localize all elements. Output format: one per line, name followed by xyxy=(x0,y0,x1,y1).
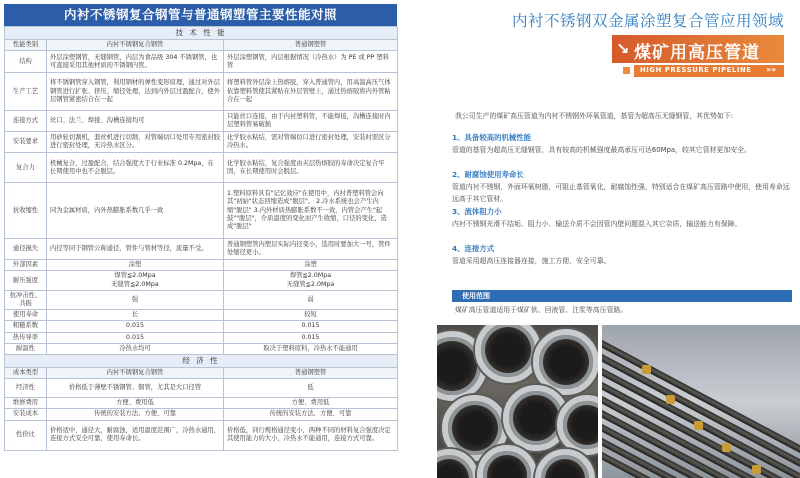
row-cat: 连接方式 xyxy=(5,111,47,132)
econ-row-lined: 价格低于薄壁不锈钢管、铜管，尤其是大口径管 xyxy=(47,379,224,398)
row-plastic: 0.015 xyxy=(224,332,398,343)
row-cat: 结构 xyxy=(5,51,47,73)
row-lined: 同为金属材质，内外热膨胀系数几乎一致 xyxy=(47,183,224,239)
pipe-fitting xyxy=(666,395,675,404)
row-plastic: 焊管≦2.0Mpa 无缝管≦2.0Mpa xyxy=(224,271,398,290)
row-plastic: 较短 xyxy=(224,310,398,321)
usage-heading: 使用范围 xyxy=(462,292,490,300)
feature-block xyxy=(452,206,792,230)
row-lined: 0.015 xyxy=(47,332,224,343)
tech-section-heading: 技 术 性 能 xyxy=(5,27,398,40)
row-lined: 长 xyxy=(47,310,224,321)
row-plastic: 化学胶水粘结，复合强度由夹层热熔胶的寿命决定复合牢固，在长期使用时会脱层。 xyxy=(224,153,398,183)
row-plastic: 化学胶水粘结，需对管端切口进行密封处理，安装时需区分冷热水。 xyxy=(224,132,398,153)
pipe-fitting xyxy=(694,421,703,430)
comparison-table xyxy=(4,26,398,451)
pipe-stack-photo xyxy=(602,325,800,478)
row-lined: 内径等同于钢管公称通径，管件与管材等径，流量不受。 xyxy=(47,239,224,260)
col-header-lined-pipe: 内衬不锈钢复合钢管 xyxy=(47,40,224,51)
pipe-ends-photo xyxy=(437,325,598,478)
banner-background xyxy=(612,35,784,63)
econ-row-cat: 经济性 xyxy=(5,379,47,398)
econ-row-cat: 安装成本 xyxy=(5,409,47,420)
econ-row-lined: 价格适中，通径大，耐腐蚀，适用温度范围广，冷热水通用，连接方式安全可靠，使用寿命长。 xyxy=(47,420,224,450)
pipe-fitting xyxy=(752,465,761,474)
banner-subtitle: HIGH PRESSURE PIPELINE xyxy=(640,66,752,74)
econ-row-plastic: 价格低，同行规格通径变小，两种不同的材料复合强度决定其使用能力的大小，冷热水不能通用，连接方式可靠。 xyxy=(224,420,398,450)
comparison-title: 内衬不锈钢复合钢管与普通钢塑管主要性能对照 xyxy=(4,4,397,26)
row-lined: 将不锈钢管穿入钢管，利用钢材的弹性变形原理，通过对外层钢管进行扩张、挤压、缩径处理，达到内外层过盈配合，使外层钢管紧密结合在一起 xyxy=(47,73,224,111)
row-lined: 丝口、法兰、焊接、沟槽连接均可 xyxy=(47,111,224,132)
row-cat: 耐温性 xyxy=(5,343,47,354)
row-plastic: 将塑料管外层涂上热熔胶，穿入普通管内，用高温高压气体依靠塑料管使其紧贴在外层管壁上，通过热熔胶将内外管粘合在一起 xyxy=(224,73,398,111)
intro-paragraph: 我公司生产的煤矿高压管道为内衬不锈钢外环氧管道，基管为超高压无缝钢管，其优势如下: xyxy=(455,112,733,120)
row-cat: 使用寿命 xyxy=(5,310,47,321)
banner-heading: 煤矿用高压管道 xyxy=(634,43,760,63)
arrow-down-right-icon: ↘ xyxy=(616,39,630,58)
row-lined: 0.015 xyxy=(47,321,224,332)
econ-section-heading: 经 济 性 xyxy=(5,355,398,368)
feature-body: 内衬不锈钢光滑不结垢、阻力小、输送介质不会因管内壁问题混入其它杂质，输送能力有保障。 xyxy=(452,220,742,228)
row-cat: 安装要求 xyxy=(5,132,47,153)
pipe-fitting xyxy=(642,365,651,374)
feature-block xyxy=(452,169,792,205)
econ-header-lined-pipe: 内衬不锈钢复合钢管 xyxy=(47,368,224,379)
econ-header-plastic-pipe: 普通钢塑管 xyxy=(224,368,398,379)
feature-body: 管道的基管为超高压无缝钢管，具有较高的机械强度最高承压可达60Mpa，较其它管材更加安全。 xyxy=(452,146,751,154)
econ-row-lined: 方便、费用低 xyxy=(47,398,224,409)
row-lined: 冷热水均可 xyxy=(47,343,224,354)
row-cat: 复合力 xyxy=(5,153,47,183)
application-panel xyxy=(405,0,800,478)
econ-row-cat: 性价比 xyxy=(5,420,47,450)
row-plastic: 1.塑料原料具有"记忆效应"在使用中，内衬普塑料管会向其"初始"状态回缩造成"脱层"。 2.冷水系统也会产生内缩"脱层" 3.内外材质热膨胀系数不一致，内管会产生"起鼓""脱层"，介质温度的变化而产生收缩，口径的变化，造成"脱层" xyxy=(224,183,398,239)
row-plastic: 0.015 xyxy=(224,321,398,332)
econ-row-plastic: 传统的安装方法，方便、可靠 xyxy=(224,409,398,420)
feature-block xyxy=(452,132,792,156)
feature-body: 管道内衬不锈钢，外面环氧树脂，可阻止基管氧化，耐腐蚀性强，特别适合在煤矿高压管路中使用，使用寿命远远高于其它管材。 xyxy=(452,183,790,204)
feature-block xyxy=(452,243,792,267)
row-lined: 外层涂塑钢管，无缝钢管，内层为食品级 304 不锈钢管，也可直接采用其他材质的不锈钢内管。 xyxy=(47,51,224,73)
row-cat: 抗冲击性、共振 xyxy=(5,290,47,309)
usage-heading-bar xyxy=(452,290,792,302)
pipe-end xyxy=(475,325,541,383)
pipe-fitting xyxy=(722,443,731,452)
row-plastic: 弱 xyxy=(224,290,398,309)
row-plastic: 只能丝口连接，由于内衬塑料管，不能焊接，沟槽连接时内层塑料管易破损 xyxy=(224,111,398,132)
usage-text: 煤矿高压管道适用于煤矿供、回液管、注浆等高压管路。 xyxy=(455,306,628,314)
col-header-category: 性能类别 xyxy=(5,40,47,51)
row-lined: 焊管≦2.0Mpa 无缝管≦2.0Mpa xyxy=(47,271,224,290)
feature-title: 2、耐腐蚀使用寿命长 xyxy=(452,170,524,179)
double-chevron-icon: »» xyxy=(766,65,777,74)
row-lined: 用砂轮切割机，套丝机进行切割，对管端切口处用专用密封胶进行密封处理，无冷热水区分。 xyxy=(47,132,224,153)
row-cat: 热传导率 xyxy=(5,332,47,343)
econ-row-plastic: 低 xyxy=(224,379,398,398)
row-plastic: 取决于塑料原料，冷热水不能通用 xyxy=(224,343,398,354)
row-plastic: 普通钢塑管内塑层实际内径变小，选用时要加大一号，管件处缩径更小。 xyxy=(224,239,398,260)
econ-header-cost: 成本类型 xyxy=(5,368,47,379)
row-lined: 机械复合，过盈配合，结合强度大于行业标准 0.2Mpa，在长期使用中也不会脱层。 xyxy=(47,153,224,183)
feature-title: 1、具备较高的机械性能 xyxy=(452,133,532,142)
col-header-plastic-pipe: 普通钢塑管 xyxy=(224,40,398,51)
econ-row-plastic: 方便、费用低 xyxy=(224,398,398,409)
row-cat: 生产工艺 xyxy=(5,73,47,111)
row-cat: 抗收缩性 xyxy=(5,183,47,239)
feature-title: 4、连接方式 xyxy=(452,244,495,253)
comparison-panel xyxy=(4,4,397,474)
row-plastic: 外层涂塑钢管，内层根据情况（冷热水）为 PE 或 PP 塑料管 xyxy=(224,51,398,73)
row-cat: 通径损失 xyxy=(5,239,47,260)
row-lined: 强 xyxy=(47,290,224,309)
application-title: 内衬不锈钢双金属涂塑复合管应用领域 xyxy=(511,12,784,30)
row-cat: 粗糙系数 xyxy=(5,321,47,332)
feature-body: 管道采用超高压连接器连接，施工方便、安全可靠。 xyxy=(452,257,611,265)
feature-title: 3、流体阻力小 xyxy=(452,207,502,216)
row-cat: 耐压强度 xyxy=(5,271,47,290)
banner-subtitle-bar xyxy=(634,65,784,77)
row-cat: 外部因素 xyxy=(5,260,47,271)
row-lined: 涂塑 xyxy=(47,260,224,271)
banner-square-decoration xyxy=(623,67,630,74)
row-plastic: 涂塑 xyxy=(224,260,398,271)
coal-mine-banner xyxy=(612,35,784,78)
econ-row-lined: 传统的安装方法，方便、可靠 xyxy=(47,409,224,420)
econ-row-cat: 维修费用 xyxy=(5,398,47,409)
